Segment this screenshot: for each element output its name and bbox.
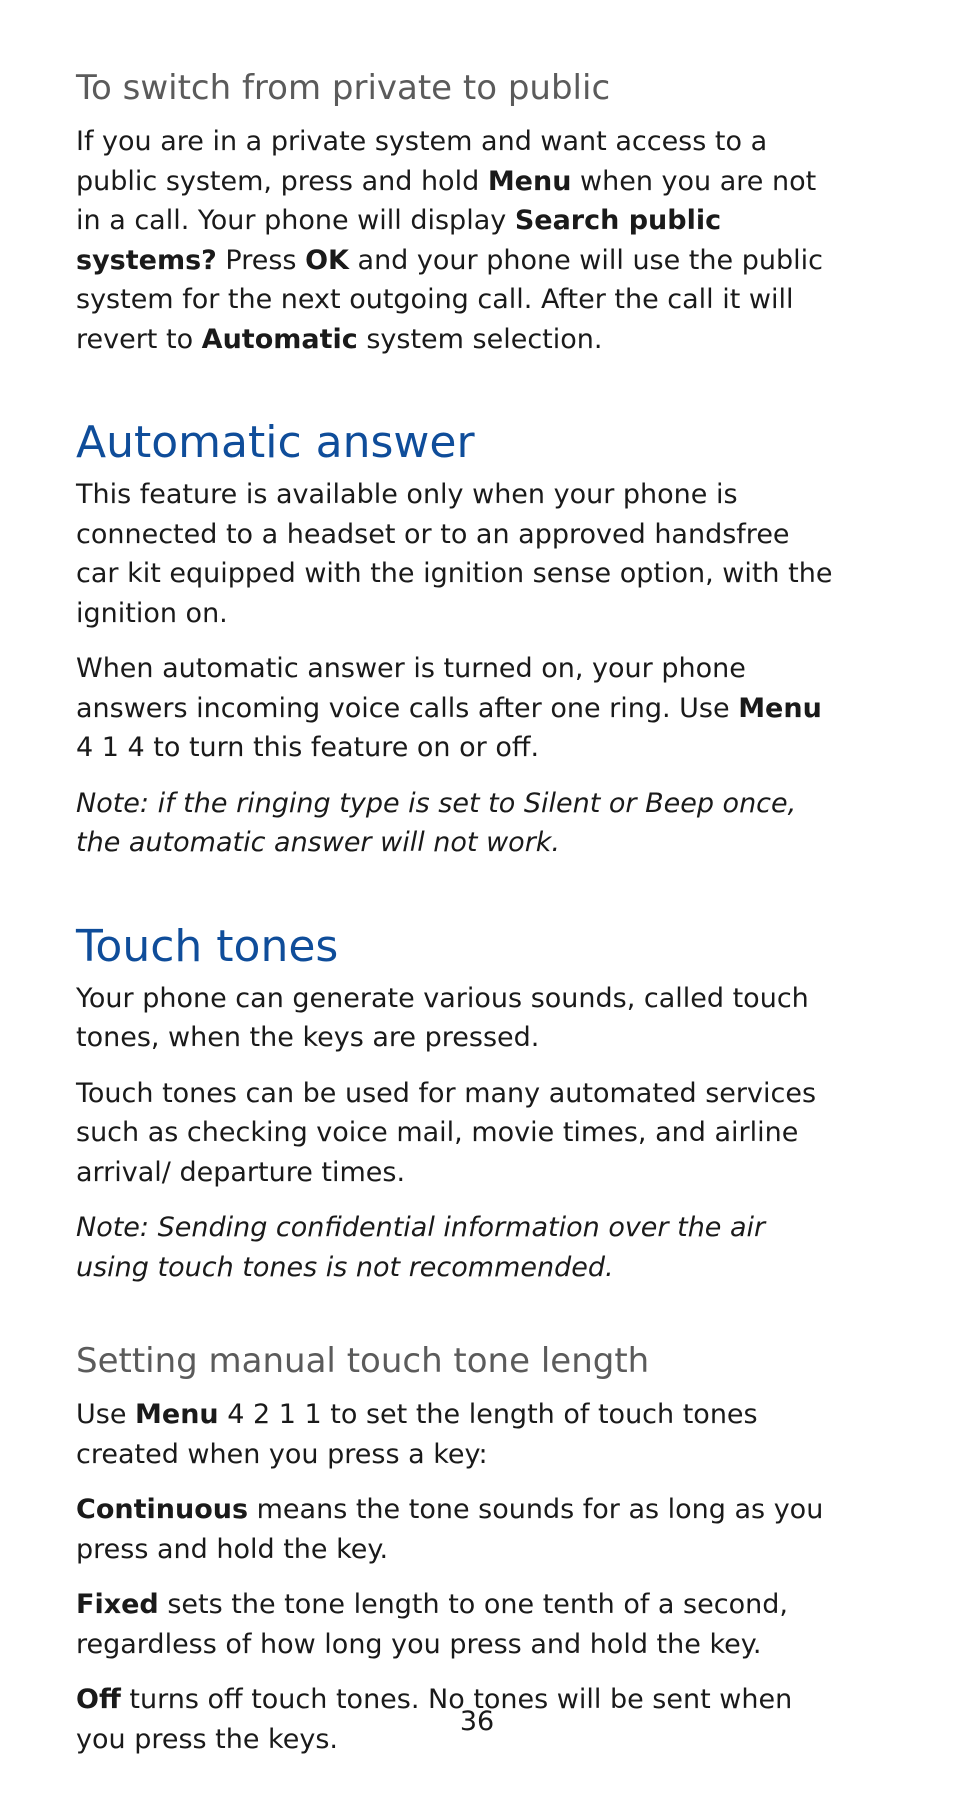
note-automatic-answer: Note: if the ringing type is set to Silent or Beep once, the automatic answer will not work. bbox=[76, 787, 797, 858]
paragraph-touch-tone-length-menu: Use Menu 4 2 1 1 to set the length of touch tones created when you press a key: bbox=[76, 1399, 758, 1470]
page-content bbox=[76, 64, 836, 1775]
page-number: 36 bbox=[459, 1706, 495, 1737]
heading-private-to-public: To switch from private to public bbox=[76, 68, 611, 108]
paragraph-automatic-answer-availability: This feature is available only when your phone is connected to a headset or to an approved handsfree car kit equipped with the ignition sense option, with the ignition on. bbox=[76, 479, 833, 629]
paragraph-private-to-public: If you are in a private system and want access to a public system, press and hold Menu when you are not in a call. Your phone will display Search public systems? Press OK and your phone will use the public system for the next outgoing call. After the call it will revert to Automatic system selection. bbox=[76, 126, 823, 355]
paragraph-touch-tones-intro: Your phone can generate various sounds, called touch tones, when the keys are pressed. bbox=[76, 982, 809, 1053]
heading-manual-touch-tone-length: Setting manual touch tone length bbox=[76, 1341, 650, 1381]
paragraph-option-continuous: Continuous means the tone sounds for as long as you press and hold the key. bbox=[76, 1494, 824, 1565]
heading-automatic-answer: Automatic answer bbox=[76, 417, 475, 468]
heading-touch-tones: Touch tones bbox=[76, 920, 339, 972]
paragraph-option-off: Off turns off touch tones. No tones will be sent when you press the keys. bbox=[76, 1684, 793, 1755]
paragraph-automatic-answer-usage: When automatic answer is turned on, your phone answers incoming voice calls after one ring. Use Menu 4 1 4 to turn this feature on or off. bbox=[76, 653, 822, 763]
note-touch-tones: Note: Sending confidential information over the air using touch tones is not recommended. bbox=[76, 1212, 766, 1283]
paragraph-touch-tones-uses: Touch tones can be used for many automated services such as checking voice mail, movie times, and airline arrival/ departure times. bbox=[76, 1077, 817, 1188]
paragraph-option-fixed: Fixed sets the tone length to one tenth of a second, regardless of how long you press and hold the key. bbox=[76, 1589, 788, 1660]
